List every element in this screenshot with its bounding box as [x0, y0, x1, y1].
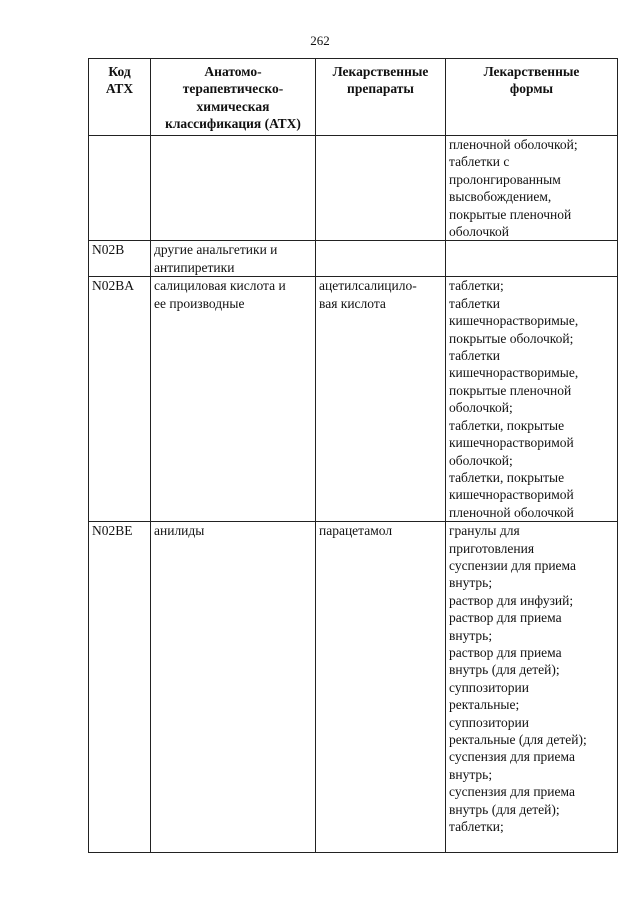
header-drugs: Лекарственные препараты — [316, 59, 446, 136]
cell-forms: гранулы для приготовления суспензии для приема внутрь; раствор для инфузий; раствор для приема внутрь; раствор для приема внутрь (для детей); суппозитории ректальные; суппозитории ректальные (для детей); суспензия для приема внутрь; суспензия для приема внутрь (для детей); таблетки; — [446, 522, 618, 853]
cell-drug — [316, 241, 446, 277]
cell-classification — [151, 136, 316, 241]
cell-drug: ацетилсалицило- вая кислота — [316, 277, 446, 522]
table-row — [89, 522, 618, 853]
header-code: Код АТХ — [89, 59, 151, 136]
cell-drug — [316, 136, 446, 241]
atx-drug-table — [88, 58, 618, 853]
table-row — [89, 241, 618, 277]
cell-forms: пленочной оболочкой; таблетки с пролонгированным высвобождением, покрытые пленочной оболочкой — [446, 136, 618, 241]
header-forms: Лекарственные формы — [446, 59, 618, 136]
cell-drug: парацетамол — [316, 522, 446, 853]
cell-code: N02BE — [89, 522, 151, 853]
cell-classification: анилиды — [151, 522, 316, 853]
table-header-row — [89, 59, 618, 136]
cell-forms: таблетки; таблетки кишечнорастворимые, покрытые оболочкой; таблетки кишечнорастворимые, покрытые пленочной оболочкой; таблетки, покрытые кишечнорастворимой оболочкой; таблетки, покрытые кишечнорастворимой пленочной оболочкой — [446, 277, 618, 522]
cell-classification: другие анальгетики и антипиретики — [151, 241, 316, 277]
cell-code: N02BA — [89, 277, 151, 522]
cell-classification: салициловая кислота и ее производные — [151, 277, 316, 522]
cell-code: N02B — [89, 241, 151, 277]
table-row — [89, 277, 618, 522]
cell-forms — [446, 241, 618, 277]
header-classification: Анатомо- терапевтическо- химическая классификация (АТХ) — [151, 59, 316, 136]
page-number: 262 — [310, 33, 330, 48]
cell-code — [89, 136, 151, 241]
table-row — [89, 136, 618, 241]
